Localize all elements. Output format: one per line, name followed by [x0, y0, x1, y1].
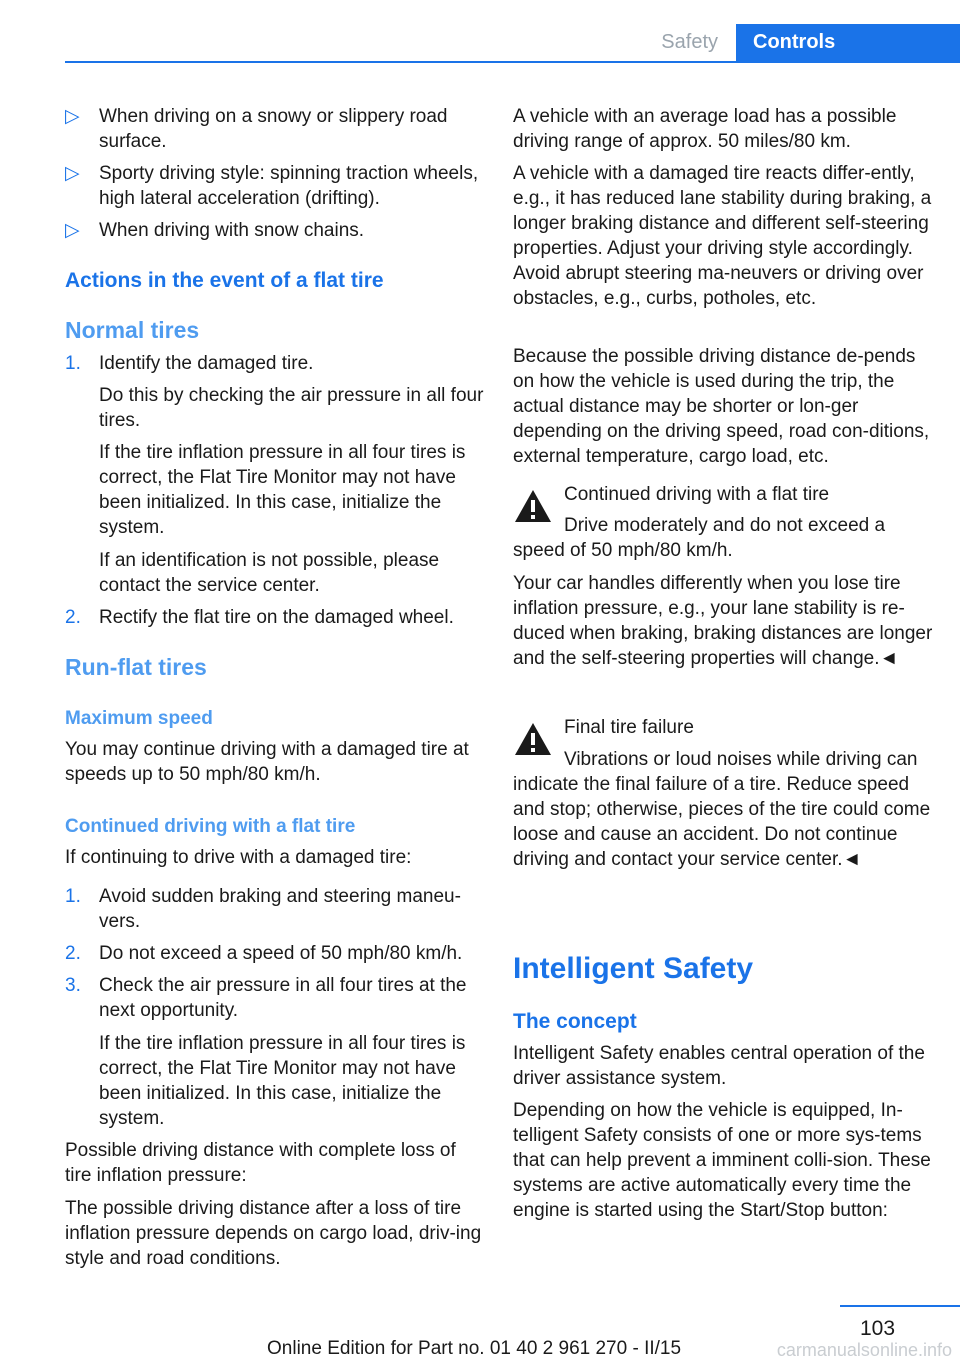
bullet-marker-icon: ▷ [65, 220, 80, 241]
heading-the-concept: The concept [513, 1010, 637, 1033]
paragraph: If continuing to drive with a damaged tire: [65, 847, 412, 868]
step-number: 1. [65, 886, 81, 907]
step-text: If the tire inflation pressure in all four tires is correct, the Flat Tire Monitor may not have been initialized. In this case, initialize the system. [99, 1033, 466, 1129]
step-text: If the tire inflation pressure in all four tires is correct, the Flat Tire Monitor may not have been initialized. In this case, initialize the system. [99, 442, 466, 538]
bullet-text: When driving on a snowy or slippery road surface. [99, 106, 448, 152]
step-text: Do not exceed a speed of 50 mph/80 km/h. [99, 943, 463, 964]
heading-run-flat-tires: Run-flat tires [65, 654, 207, 680]
paragraph: Your car handles differently when you lose tire inflation pressure, e.g., your lane stability is re-duced when braking, braking distances are longer and the self-steering properties will change.◄ [513, 573, 933, 669]
step-number: 1. [65, 353, 81, 374]
paragraph: A vehicle with a damaged tire reacts differ-ently, e.g., it has reduced lane stability during braking, a longer braking distance and different self-steering properties. Adjust your driving style accordingly. Avoid abrupt steering ma-neuvers or driving over obstacles, e.g., curbs, potholes, etc. [513, 163, 932, 309]
paragraph: You may continue driving with a damaged tire at speeds up to 50 mph/80 km/h. [65, 739, 469, 785]
bullet-marker-icon: ▷ [65, 106, 80, 127]
step-number: 2. [65, 943, 81, 964]
header-chapter-tab: Controls [736, 24, 960, 61]
paragraph: Depending on how the vehicle is equipped, In-telligent Safety consists of one or more sys-tems that can help prevent a imminent colli-sion. These systems are active automatically every time the engine is started using the Start/Stop button: [513, 1100, 931, 1221]
header-section-tab: Safety [661, 31, 718, 53]
heading-normal-tires: Normal tires [65, 317, 200, 343]
heading-continued-driving: Continued driving with a flat tire [65, 816, 356, 837]
step-text: Do this by checking the air pressure in all four tires. [99, 385, 484, 431]
warning-text: Drive moderately and do not exceed a speed of 50 mph/80 km/h. [513, 515, 886, 561]
warning-text: Vibrations or loud noises while driving can indicate the final failure of a tire. Reduce speed and stop; otherwise, pieces of the tire could come loose and cause an accident. Do not continue driving and contact your service center.◄ [513, 749, 931, 870]
step-text: Rectify the flat tire on the damaged wheel. [99, 607, 454, 628]
heading-maximum-speed: Maximum speed [65, 708, 213, 729]
step-text: Check the air pressure in all four tires at the next opportunity. [99, 975, 467, 1021]
page-number: 103 [860, 1317, 896, 1340]
heading-intelligent-safety: Intelligent Safety [513, 952, 754, 985]
warning-title: Final tire failure [564, 717, 694, 738]
step-text: Identify the damaged tire. [99, 353, 314, 374]
step-text: If an identification is not possible, please contact the service center. [99, 550, 440, 596]
paragraph: Possible driving distance with complete loss of tire inflation pressure: [65, 1140, 456, 1186]
bullet-marker-icon: ▷ [65, 163, 80, 184]
warning-title: Continued driving with a flat tire [564, 484, 830, 505]
step-number: 2. [65, 607, 81, 628]
step-number: 3. [65, 975, 81, 996]
watermark: carmanualsonline.info [776, 1340, 952, 1360]
paragraph: A vehicle with an average load has a possible driving range of approx. 50 miles/80 km. [513, 106, 897, 152]
paragraph: Because the possible driving distance de-pends on how the vehicle is used during the trip, the actual distance may be shorter or lon-ger depending on the driving speed, road con-ditions, external temperature, cargo load, etc. [513, 346, 930, 467]
paragraph: The possible driving distance after a loss of tire inflation pressure depends on cargo load, driv-ing style and road conditions. [65, 1198, 482, 1269]
footer-rule [840, 1305, 960, 1307]
bullet-text: When driving with snow chains. [99, 220, 365, 241]
heading-flat-tire: Actions in the event of a flat tire [65, 269, 384, 292]
bullet-text: Sporty driving style: spinning traction wheels, high lateral acceleration (drifting). [99, 163, 479, 209]
paragraph: Intelligent Safety enables central operation of the driver assistance system. [513, 1043, 925, 1089]
step-text: Avoid sudden braking and steering maneu-vers. [99, 886, 461, 932]
footer-edition: Online Edition for Part no. 01 40 2 961 270 - II/15 [267, 1338, 682, 1359]
header-rule [65, 61, 960, 63]
